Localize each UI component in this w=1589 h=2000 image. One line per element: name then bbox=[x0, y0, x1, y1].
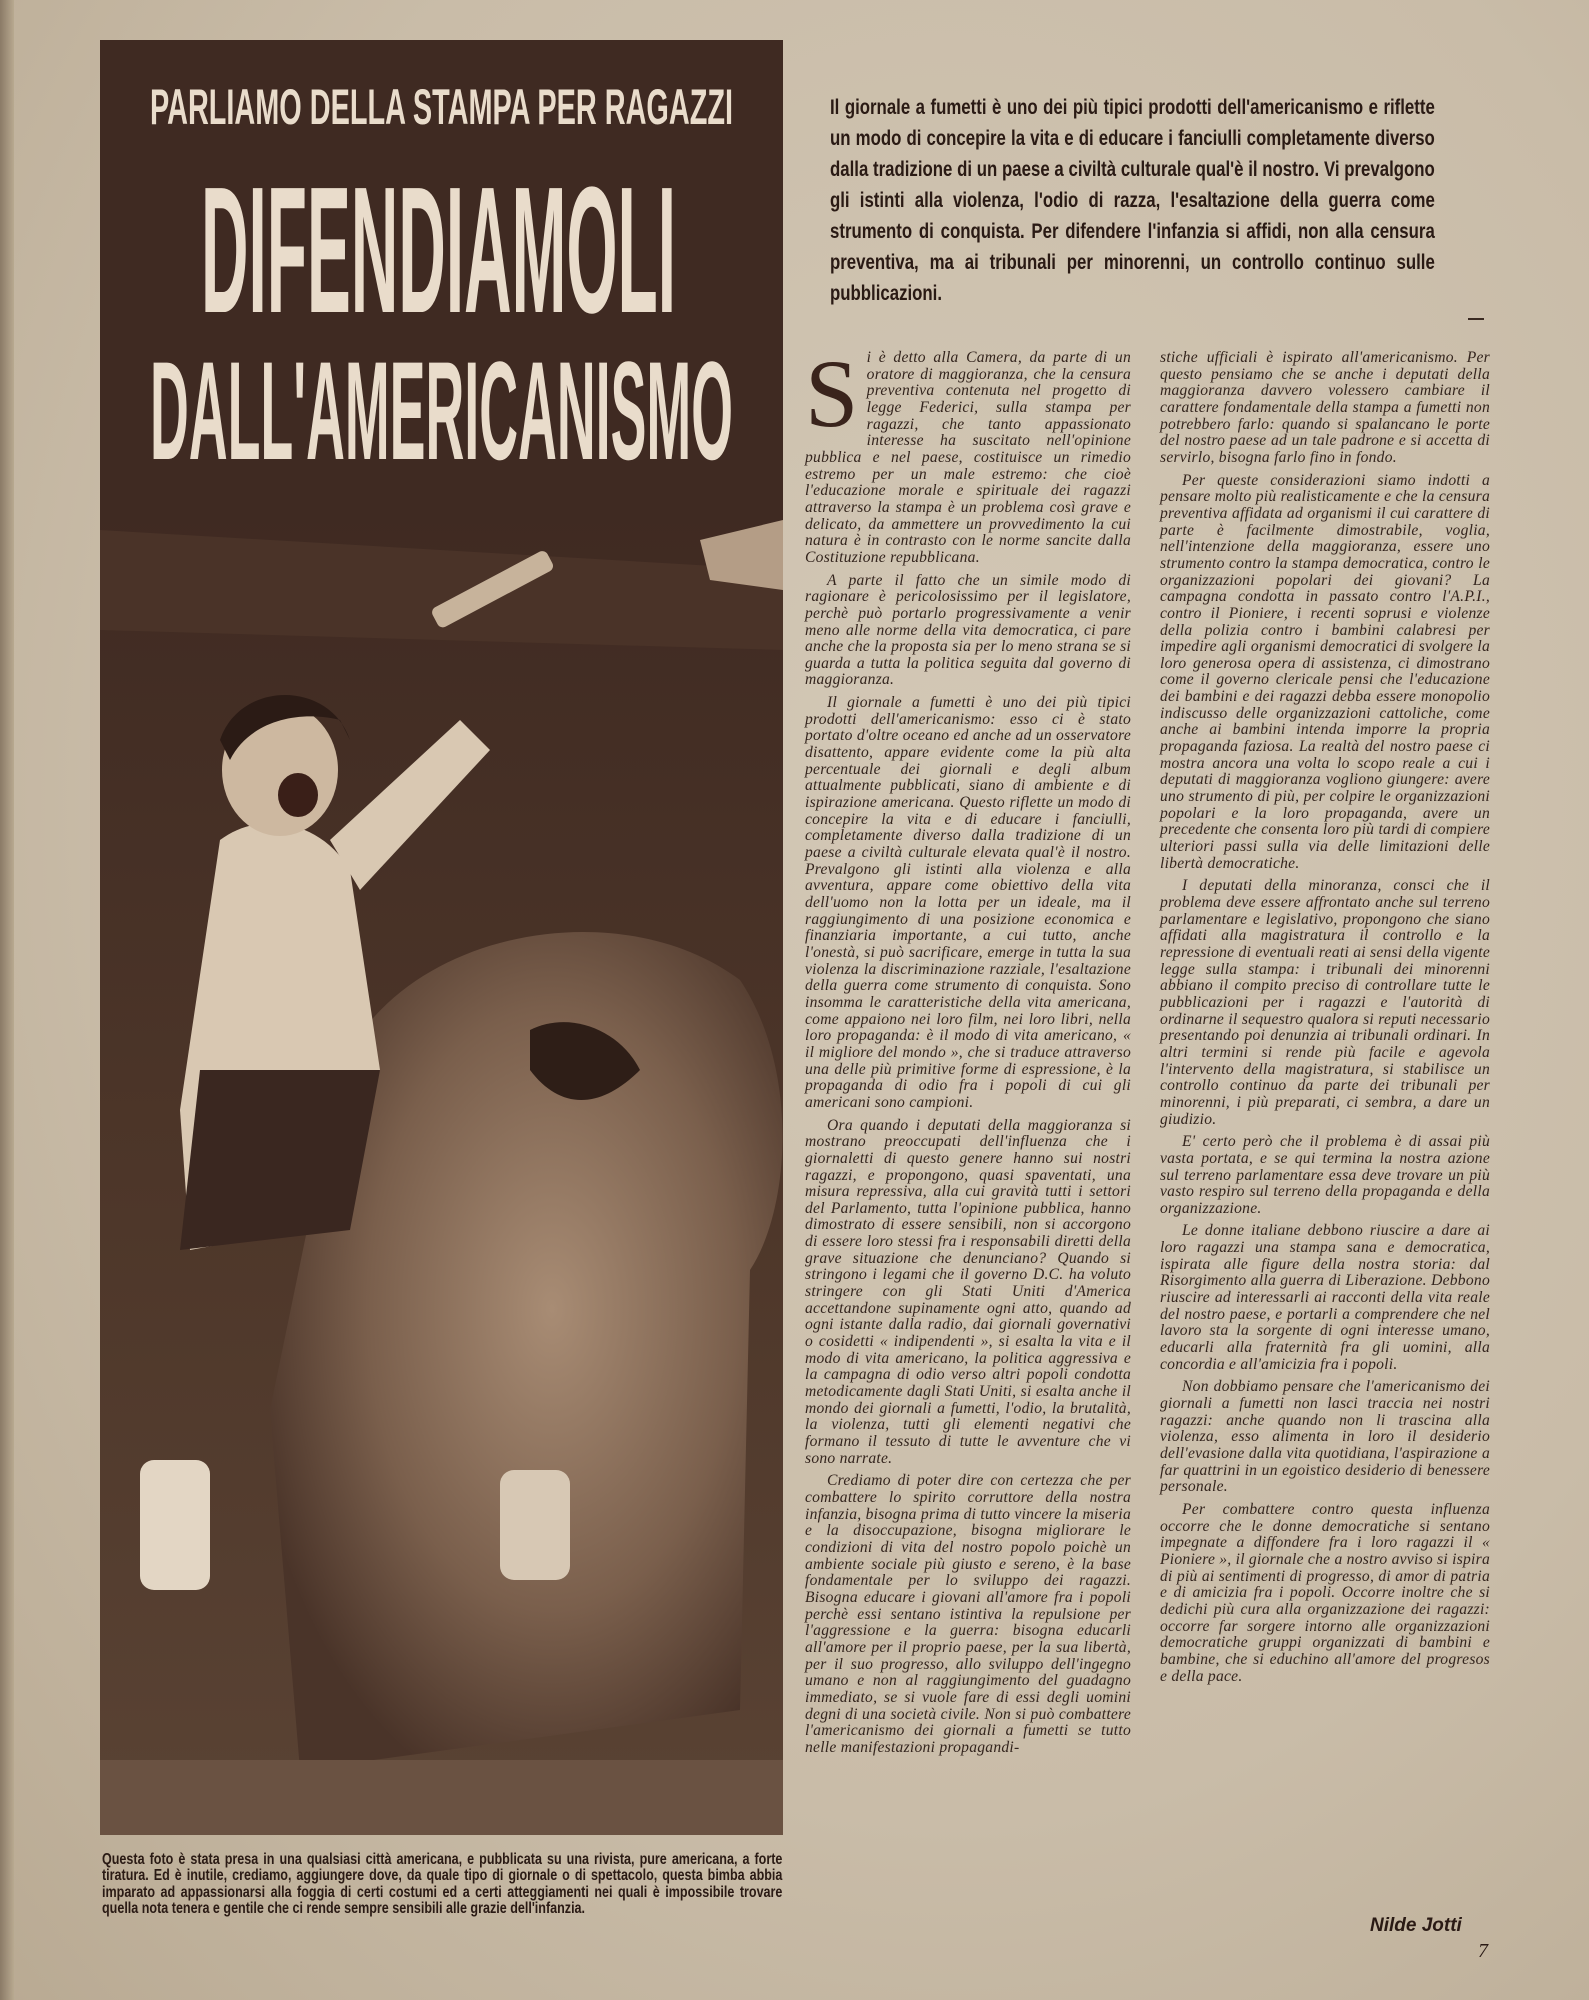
article-paragraph: E' certo però che il problema è di assai più vasta portata, e se qui termina la nostra azione sul terreno parlamentare essa deve trovare un più vasto respiro sul terreno della propaganda e della organizzazione. bbox=[1160, 1133, 1490, 1217]
headline-title-line1: DIFENDIAMOLI bbox=[201, 150, 676, 351]
article-paragraph: Crediamo di poter dire con certezza che per combattere lo spirito corruttore della nostra infanzia, bisogna prima di tutto vincere la miseria e la disoccupazione, bisogna migliorare le condizioni di vita del nostro popolo poichè un ambiente sociale più giusto e sereno, è la base fondamentale per lo sviluppo dei ragazzi. Bisogna educare i giovani all'amore fra i popoli perchè essi sentano istintiva la repulsione per l'aggressione e la guerra: bisogna educarli all'amore per il proprio paese, per la sua libertà, per il suo progresso, allo sviluppo dell'ingegno umano e non al raggiungimento del guadagno immediato, se si vuole fare di essi degli uomini degni di una società civile. Non si può combattere l'americanismo dei giornali a fumetti se tutto nelle manifestazioni propagandi- bbox=[805, 1472, 1131, 1756]
headline-kicker: PARLIAMO DELLA STAMPA PER RAGAZZI bbox=[150, 79, 733, 135]
paragraph-text: i è detto alla Camera, da parte di un oratore di maggioranza, che la censura preventiva contenuta nel progetto di legge Federici, sulla stampa per ragazzi, che tanto appassionato interesse ha suscitato nell'opinione pubblica e nel paese, costituisce un rimedio estremo per un male estremo: che cioè l'educazione morale e spirituale dei ragazzi attraverso la stampa è un problema così grave e delicato, da ammettere un provvedimento la cui natura è in contrasto con le norme sancite dalla Costituzione repubblicana. bbox=[805, 349, 1131, 566]
article-paragraph: Per queste considerazioni siamo indotti a pensare molto più realisticamente e che la censura preventiva affidata ad organismi il cui carattere di parte è facilmente dimostrabile, voglia, nell'intenzione della maggioranza, essere uno strumento contro la stampa democratica, contro le organizzazioni popolari dei giovani? La campagna condotta in passato contro l'A.P.I., contro il Pioniere, i recenti soprusi e violenze della polizia contro i bambini calabresi per impedire agli organismi democratici di svolgere la loro generosa opera di assistenza, ci dimostrano come il governo clericale pensi che l'educazione dei bambini e dei ragazzi debba essere monopolio indiscusso delle organizzazioni cattoliche, come anche ai bambini intenda imporre la propria propaganda faziosa. La realtà del nostro paese ci mostra ancora una volta lo scopo reale a cui i deputati di maggioranza vogliono giungere: avere uno strumento di più, per colpire le organizzazioni popolari e la loro propaganda, avere un precedente che consenta loro più tardi di compiere ulteriori passi sulla via delle limitazioni delle libertà democratiche. bbox=[1160, 471, 1490, 872]
divider bbox=[1468, 318, 1484, 320]
article-paragraph: Il giornale a fumetti è uno dei più tipici prodotti dell'americanismo: esso ci è stato portato d'oltre oceano ed anche ad un osservatore disattento, appare evidente come la più alta percentuale dei giornali e degli album attualmente pubblicati, siano di ambiente e di ispirazione americana. Questo riflette un modo di concepire la vita e di educare i fanciulli, completamente diverso dalla tradizione di un paese a civiltà culturale elevata qual'è il nostro. Prevalgono gli istinti alla violenza e alla avventura, appare come obiettivo della vita dell'uomo non la lotta per un ideale, ma il raggiungimento di una posizione economica e finanziaria importante, a cui tutto, anche l'onestà, si può sacrificare, emerge in tutta la sua violenza la discriminazione razziale, l'esaltazione della guerra come strumento di conquista. Sono insomma le caratteristiche della vita americana, come appaiono nei loro film, nei loro libri, nella loro propaganda: è il modo di vita americano, « il migliore del mondo », che si traduce attraverso una delle più primitive forme di espressione, è la propaganda di odio fra i popoli di cui gli americani sono campioni. bbox=[805, 694, 1131, 1111]
article-paragraph: Per combattere contro questa influenza occorre che le donne democratiche si sentano impegnate a diffondere fra i loro ragazzi il « Pioniere », il giornale che a nostro avviso si ispira di più ai sentimenti di progresso, di amor di patria e di amicizia fra i popoli. Occorre inoltre che si dedichi più cura alla organizzazione dei ragazzi: occorre far sorgere intorno alle organizzazioni democratiche gruppi organizzati di bambini e bambine, che si educhino all'amore del progresos e della pace. bbox=[1160, 1500, 1491, 1685]
headline-photo-panel bbox=[100, 40, 783, 1835]
headline-title-line2: DALL'AMERICANISMO bbox=[150, 332, 733, 489]
article-column-2 bbox=[1160, 350, 1490, 1691]
page-number: 7 bbox=[1478, 1940, 1488, 1962]
drop-cap: S bbox=[805, 340, 859, 447]
article-paragraph: Ora quando i deputati della maggioranza si mostrano preoccupati dell'influenza che i giornaletti di questo genere hanno sui nostri ragazzi, e propongono, quasi spaventati, una misura repressiva, alla cui gravità tutti i settori del Parlamento, tutta l'opinione pubblica, hanno dimostrato di essere sensibili, non si accorgono di essere loro stessi fra i responsabili diretti della grave situazione che denunciano? Quando si stringono i legami che il governo D.C. ha voluto stringere con gli Stati Uniti d'America accettandone supinamente ogni atto, quando ad ogni istante dalla radio, dai giornali governativi o cosidetti « indipendenti », si esalta la vita e il modo di vita americano, la politica aggressiva e la campagna di odio verso altri popoli condotta metodicamente dagli Stati Uniti, si esalta anche il mondo dei giornali a fumetti, l'odio, la brutalità, la violenza, tutti gli elementi negativi che formano il tessuto di tutte le avventure che vi sono narrate. bbox=[805, 1116, 1131, 1467]
photo-girl-with-pistol-on-lion-statue bbox=[100, 510, 783, 1835]
article-paragraph: I deputati della minoranza, consci che il problema deve essere affrontato anche sul terreno parlamentare e legislativo, propongono che siano affidati alla magistratura il controllo e la repressione di eventuali reati ai sensi della vigente legge sulla stampa: i tribunali dei minorenni abbiano il compito preciso di controllare tutte le pubblicazioni per i ragazzi e l'autorità di ordinarne il sequestro qualora si reputi necessario presentando poi denunzia ai tribunali ordinari. In altri termini si rende più facile e agevola l'intervento della magistratura, si stabilisce un controllo continuo da parte dei tribunali per minorenni, i più preparati, ci sembra, a dare un giudizio. bbox=[1160, 877, 1490, 1128]
article-paragraph: stiche ufficiali è ispirato all'americanismo. Per questo pensiamo che se anche i deputati della maggioranza davvero volessero cambiare il carattere fondamentale della stampa a fumetti non potrebbero farlo: quando si spalancano le porte del nostro paese ad un tale padrone e si accetta di servirlo, bisogna farlo fino in fondo. bbox=[1160, 349, 1490, 466]
photo-caption: Questa foto è stata presa in una qualsiasi città americana, e pubblicata su una rivista, pure americana, a forte tiratura. Ed è inutile, crediamo, aggiungere dove, da quale tipo di giornale o di spettacolo, questa bimba abbia imparato ad appassionarsi alla foggia di certi costumi ed a certi atteggiamenti nei quali è impossibile trovare quella nota tenera e gentile che ci rende sempre sensibili alle grazie dell'infanzia. bbox=[102, 1851, 783, 1917]
article-paragraph bbox=[805, 340, 1131, 567]
article-paragraph: Le donne italiane debbono riuscire a dare ai loro ragazzi una stampa sana e democratica, ispirata alle figure della nostra storia: dal Risorgimento alla guerra di Liberazione. Debbono riuscire ad interessarli ai racconti della vita reale del nostro paese, e portarli a comprendere che nel lavoro sta la sorgente di ogni interesse umano, educarli alla fraternità fra gli uomini, alla concordia e all'amicizia fra i popoli. bbox=[1160, 1222, 1490, 1373]
article-standfirst: Il giornale a fumetti è uno dei più tipici prodotti dell'americanismo e riflette un modo di concepire la vita e di educare i fanciulli completamente diverso dalla tradizione di un paese a civiltà culturale qual'è il nostro. Vi prevalgono gli istinti alla violenza, l'odio di razza, l'esaltazione della guerra come strumento di conquista. Per difendere l'infanzia si affidi, non alla censura preventiva, ma ai tribunali per minorenni, un controllo continuo sulle pubblicazioni. bbox=[830, 96, 1435, 305]
article-paragraph: A parte il fatto che un simile modo di ragionare è pericolosissimo per il legislatore, perchè può portarlo progressivamente a venir meno alle norme della vita democratica, ci pare anche che la proposta sia per lo meno strana se si guarda a tutta la politica seguita dal governo di maggioranza. bbox=[805, 571, 1131, 689]
page-binding-edge bbox=[0, 0, 14, 2000]
article-paragraph: Non dobbiamo pensare che l'americanismo dei giornali a fumetti non lasci traccia nei nostri ragazzi: anche quando non li trascina alla violenza, esso alimenta in loro il desiderio dell'evasione dalla vita quotidiana, l'aspirazione a far quattrini in un egoistico desiderio di benessere personale. bbox=[1160, 1378, 1490, 1496]
author-signature: Nilde Jotti bbox=[1370, 1915, 1462, 1936]
article-column-1 bbox=[805, 340, 1131, 1762]
